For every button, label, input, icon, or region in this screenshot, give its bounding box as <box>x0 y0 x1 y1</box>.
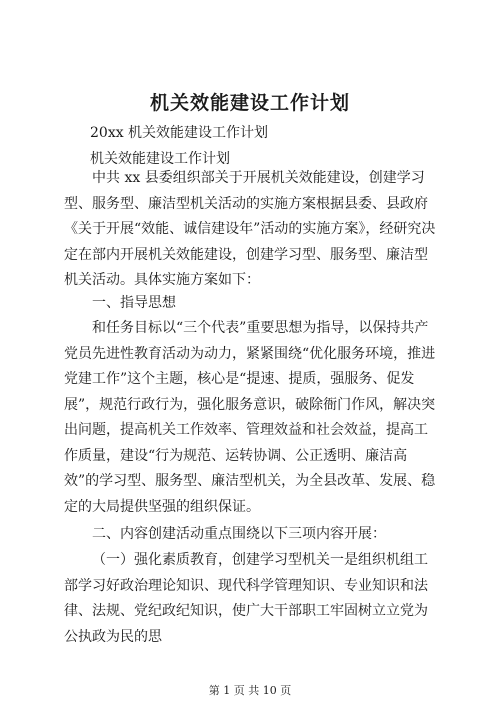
content-paragraph-1: （一）强化素质教育，创建学习型机关一是组织机组工部学习好政治理论知识、现代科学管理知识、专业知识和法律、法规、党纪政纪知识，使广大干部职工牢固树立立党为公执政为民的思 <box>64 552 428 645</box>
intro-paragraph: 中共 xx 县委组织部关于开展机关效能建设，创建学习型、服务型、廉洁型机关活动的实施方案根据县委、县政府《关于开展“效能、诚信建设年”活动的实施方案》，经研究决定在部内开展机关效能建设，创建学习型、服务型、廉洁型机关活动。具体实施方案如下： <box>64 170 436 288</box>
subtitle-plain: 机关效能建设工作计划 <box>90 151 230 167</box>
subtitle-year: 20xx 机关效能建设工作计划 <box>90 125 269 141</box>
section-heading-guiding-thought: 一、指导思想 <box>92 295 176 311</box>
page-footer: 第 1 页 共 10 页 <box>208 684 292 697</box>
guiding-thought-paragraph: 和任务目标以“三个代表”重要思想为指导，以保持共产党员先进性教育活动为动力，紧紧围绕“优化服务环境，推进党建工作”这个主题，核心是“提速、提质，强服务、促发展”，规范行政行为，强化服务意识，破除衙门作风，解决突出问题，提高机关工作效率、管理效益和社会效益，提高工作质量，建设“行为规范、运转协调、公正透明、廉洁高效”的学习型、服务型、廉洁型机关，为全县改革、发展、稳定的大局提供坚强的组织保证。 <box>64 320 436 515</box>
document-title: 机关效能建设工作计划 <box>149 92 350 114</box>
section-heading-content: 二、内容创建活动重点围绕以下三项内容开展： <box>92 526 386 542</box>
